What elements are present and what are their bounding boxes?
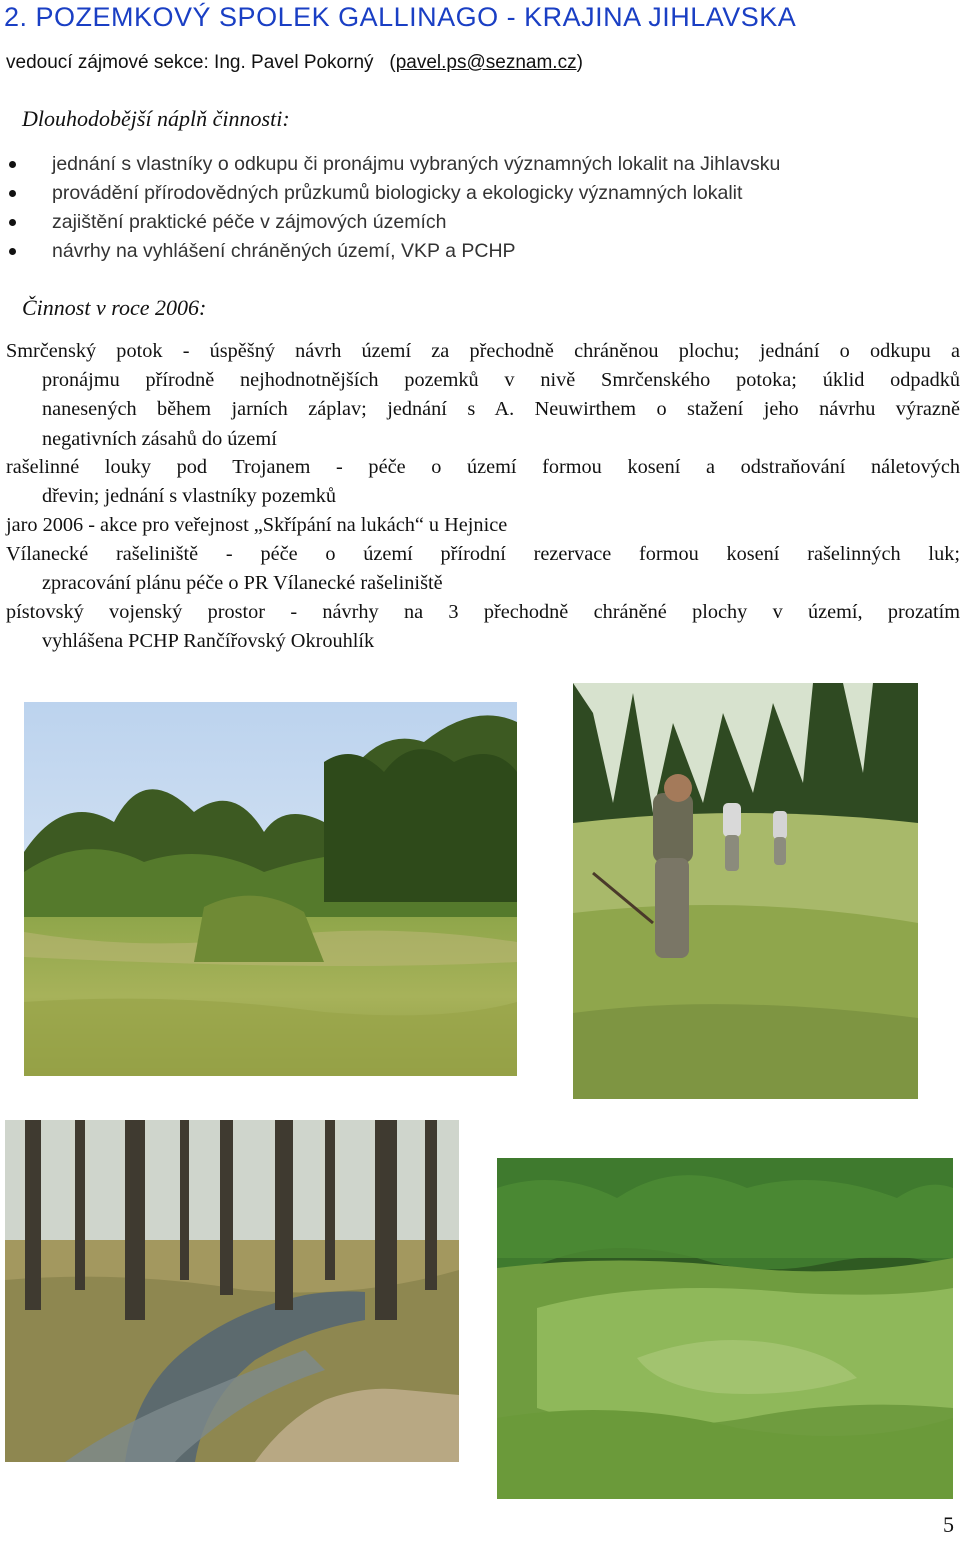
long-term-heading: Dlouhodobější náplň činnosti:	[22, 106, 290, 131]
paragraph-pistov: pístovský vojenský prostor - návrhy na 3 přechodně chráněné plochy v území, prozatím vyhlášena PCHP Rančířovský Okrouhlík	[6, 601, 960, 653]
list-item: návrhy na vyhlášení chráněných území, VKP a PCHP	[0, 237, 780, 266]
paragraph-trojan: rašelinné louky pod Trojanem - péče o území formou kosení a odstraňování náletových dřevin; jednání s vlastníky pozemků	[6, 456, 960, 508]
bullet-icon	[9, 161, 16, 168]
photo-forest-stream	[5, 1120, 459, 1462]
photo-mowing-people	[573, 683, 918, 1099]
photo-meadow-trees	[24, 702, 517, 1076]
bullet-icon	[9, 248, 16, 255]
page-title: 2. POZEMKOVÝ SPOLEK GALLINAGO - KRAJINA JIHLAVSKA	[4, 2, 797, 32]
email-link[interactable]: pavel.ps@seznam.cz	[395, 52, 577, 73]
activity-2006-heading: Činnost v roce 2006:	[22, 295, 207, 320]
bullet-icon	[9, 190, 16, 197]
paragraph-vilanecke: Vílanecké rašeliniště - péče o území přírodní rezervace formou kosení rašelinných luk; zpracování plánu péče o PR Vílanecké rašeliniště	[6, 543, 960, 595]
page-number: 5	[943, 1512, 954, 1537]
list-item: zajištění praktické péče v zájmových územích	[0, 208, 780, 237]
list-item: jednání s vlastníky o odkupu či pronájmu vybraných významných lokalit na Jihlavsku	[0, 150, 780, 179]
section-leader: vedoucí zájmové sekce: Ing. Pavel Pokorný (pavel.ps@seznam.cz)	[6, 52, 583, 73]
leader-label: vedoucí zájmové sekce: Ing. Pavel Pokorný	[6, 52, 374, 73]
bullet-icon	[9, 219, 16, 226]
paragraph-hejnice: jaro 2006 - akce pro veřejnost „Skřípání na lukách“ u Hejnice	[6, 514, 508, 536]
list-item: provádění přírodovědných průzkumů biologicky a ekologicky významných lokalit	[0, 179, 780, 208]
long-term-list	[0, 150, 780, 266]
paragraph-smrcensky: Smrčenský potok - úspěšný návrh území za přechodně chráněnou plochu; jednání o odkupu a pronájmu přírodně nejhodnotnějších pozemků v nivě Smrčenského potoka; úklid odpadků nanesených během jarních záplav; jednání s A. Neuwirthem o stažení jeho návrhu výrazně negativních zásahů do území	[6, 340, 960, 450]
photo-pond-reeds	[497, 1158, 953, 1499]
